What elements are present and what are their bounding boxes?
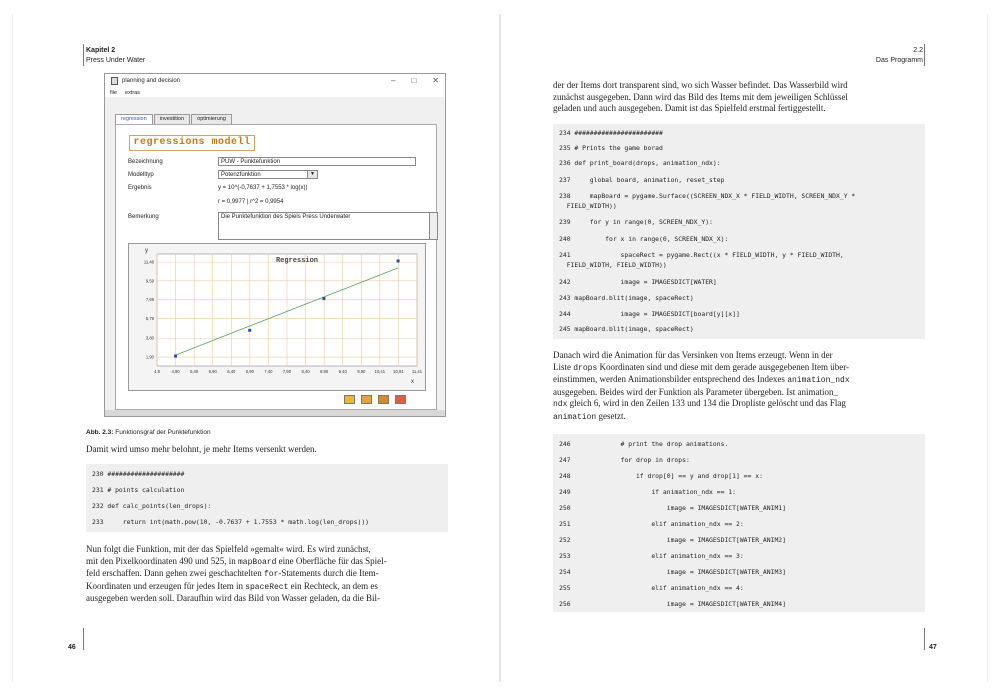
code-line: 233 return int(math.pow(10, -0.7637 + 1.7553 * math.log(len_drops))): [92, 518, 370, 526]
code-line: 247 for drop in drops:: [559, 456, 690, 464]
y-tick-label: 1,90: [145, 354, 154, 360]
code-line: 240 for x in range(0, SCREEN_NDX_X):: [559, 235, 729, 243]
data-point: [397, 259, 400, 262]
code-line: 236 def print_board(drops, animation_ndx):: [559, 159, 721, 167]
code-line: 254 image = IMAGESDICT[WATER_ANIM3]: [559, 568, 787, 576]
print-icon[interactable]: [361, 395, 372, 404]
bemerkung-scrollbar[interactable]: [429, 213, 437, 239]
ergebnis-label: Ergebnis: [128, 185, 152, 191]
ergebnis-stats: r = 0,9977 | r^2 = 0,9954: [218, 199, 284, 205]
text-line: Danach wird die Animation für das Versinken von Items erzeugt. Wenn in der: [553, 350, 833, 360]
footer-rule-left: [83, 628, 84, 650]
tab-regression[interactable]: regression: [115, 114, 153, 125]
x-axis-label: x: [411, 379, 414, 385]
status-strip: [105, 410, 445, 416]
export-icon[interactable]: [344, 395, 355, 404]
text-line: geladen und auch ausgegeben. Damit ist das Spielfeld erstmal fertiggestellt.: [553, 103, 826, 113]
running-header-right: [876, 46, 923, 66]
code-line: FIELD_WIDTH)): [559, 202, 617, 210]
data-point: [322, 297, 325, 300]
caption-label: Abb. 2.3:: [86, 429, 114, 436]
text-line: einstimmen, werden Animationsbilder entsprechend des Indexes animation_ndx: [553, 374, 850, 385]
data-point: [248, 329, 251, 332]
paragraph-reward: Damit wird umso mehr belohnt, je mehr Items versenkt werden.: [86, 444, 317, 454]
text-line: feld erschaffen. Dann gehen zwei geschachtelten for-Statements durch die Item-: [86, 568, 379, 579]
edit-icon[interactable]: [378, 395, 389, 404]
code-block-drop-animations: [553, 434, 925, 612]
modelltyp-value: Potenzfunktion: [221, 172, 261, 178]
page-number-left: 46: [68, 644, 76, 651]
code-line: 231 # points calculation: [92, 486, 185, 494]
code-line: 250 image = IMAGESDICT[WATER_ANIM1]: [559, 504, 787, 512]
x-tick-label: 10,41: [374, 369, 386, 374]
chevron-down-icon[interactable]: ▼: [307, 171, 317, 178]
y-tick-label: 11,48: [143, 259, 154, 265]
code-line: 245 mapBoard.blit(image, spaceRect): [559, 325, 694, 333]
x-tick-label: 6,90: [245, 369, 254, 374]
window-controls: [391, 76, 439, 85]
code-line: 249 if animation_ndx == 1:: [559, 488, 736, 496]
text-line: Liste drops Koordinaten sind und diese mit dem gerade ausgegebenen Item über-: [553, 361, 850, 373]
paragraph-items-transparent: [553, 80, 923, 115]
running-header-left: [86, 46, 145, 66]
tab-optimierung[interactable]: optimierung: [191, 114, 232, 125]
x-tick-label: 7,90: [282, 369, 292, 374]
bemerkung-value: Die Punktefunktion des Spiels Press Underwater: [221, 214, 351, 220]
y-tick-label: 5,79: [145, 316, 154, 322]
code-line: 242 image = IMAGESDICT[WATER]: [559, 278, 717, 286]
header-rule-left: [83, 44, 84, 66]
modelltyp-label: Modelltyp: [128, 172, 154, 178]
text-line: Nun folgt die Funktion, mit der das Spielfeld »gemalt« wird. Es wird zunächst,: [86, 544, 371, 554]
app-icon: [111, 77, 118, 85]
caption-text: Funktionsgraf der Punktefunktion: [115, 429, 211, 436]
back-icon[interactable]: [395, 395, 406, 404]
x-tick-label: 9,90: [357, 369, 366, 374]
code-line: 234 #######################: [559, 129, 663, 137]
code-line: 237 global board, animation, reset_step: [559, 176, 725, 184]
ergebnis-formula: y = 10^(-0,7637 + 1,7553 * log(x)): [218, 185, 308, 191]
x-tick-label: 10,91: [393, 369, 404, 374]
chapter-label: Kapitel 2: [86, 47, 116, 54]
bezeichnung-field[interactable]: PUW - Punktefunktion: [218, 157, 416, 166]
x-tick-label: 11,41: [411, 369, 423, 374]
text-line: ndx gleich 6, wird in den Zeilen 133 und 134 die Dropliste gelöscht und das Flag: [553, 398, 846, 409]
bezeichnung-label: Bezeichnung: [128, 159, 163, 165]
code-line: 248 if drop[0] == y and drop[1] == x:: [559, 472, 763, 480]
menu-file[interactable]: file: [110, 89, 118, 96]
figure-caption: [86, 429, 211, 436]
tab-investition[interactable]: investition: [154, 114, 190, 125]
text-line: zunächst ausgegeben. Dann wird das Bild des Items mit dem jeweiligen Schlüssel: [553, 91, 848, 102]
window-title: planning and decision: [122, 78, 181, 84]
code-line: 244 image = IMAGESDICT[board[y][x]]: [559, 310, 740, 318]
x-tick-label: 9,40: [338, 369, 347, 374]
window-titlebar: [105, 74, 445, 88]
text-line: animation gesetzt.: [553, 410, 626, 422]
footer-rule-right: [924, 628, 925, 650]
x-tick-label: 8,40: [301, 369, 310, 374]
right-page: [501, 0, 1000, 696]
y-axis-label: y: [145, 248, 148, 254]
menu-bar: [105, 88, 445, 97]
regression-chart: [128, 243, 426, 391]
code-line: 246 # print the drop animations.: [559, 440, 729, 448]
code-line: 256 image = IMAGESDICT[WATER_ANIM4]: [559, 600, 787, 608]
modelltyp-select[interactable]: [218, 170, 318, 179]
code-line: 241 spaceRect = pygame.Rect((x * FIELD_WIDTH, y * FIELD_WIDTH,: [559, 251, 844, 259]
code-line: 238 mapBoard = pygame.Surface((SCREEN_NDX_X * FIELD_WIDTH, SCREEN_NDX_Y *: [559, 192, 856, 200]
x-tick-label: 5,90: [208, 369, 217, 374]
text-line: Koordinaten und erzeugen für jedes Item in spaceRect ein Rechteck, an dem es: [86, 580, 378, 592]
section-number: 2.2: [913, 47, 923, 54]
text-line: ausgegeben. Beides wird der Funktion als Parameter übergeben. Ist animation_: [553, 386, 839, 397]
text-line: ausgegeben werden soll. Daraufhin wird das Bild von Wasser geladen, da die Bil-: [86, 593, 381, 603]
x-tick-label: 8,90: [320, 369, 329, 374]
code-line: 255 elif animation_ndx == 4:: [559, 584, 744, 592]
y-tick-label: 9,59: [145, 278, 154, 284]
paragraph-animation: [553, 350, 925, 423]
x-tick-label: 4,8: [154, 369, 160, 374]
code-line: 251 elif animation_ndx == 2:: [559, 520, 744, 528]
close-icon[interactable]: ✕: [432, 76, 439, 85]
app-screenshot-window: [104, 73, 446, 417]
code-line: FIELD_WIDTH, FIELD_WIDTH)): [559, 261, 667, 269]
data-point: [174, 355, 177, 358]
bemerkung-label: Bemerkung: [128, 214, 159, 220]
text-line: mit den Pixelkoordinaten 490 und 525, in mapBoard eine Oberfläche für das Spiel-: [86, 555, 387, 567]
code-line: 252 image = IMAGESDICT[WATER_ANIM2]: [559, 536, 787, 544]
chapter-title: Press Under Water: [86, 57, 146, 64]
page-number-right: 47: [929, 644, 937, 651]
code-line: 243 mapBoard.blit(image, spaceRect): [559, 294, 694, 302]
left-page: [0, 0, 499, 696]
code-block-calc-points: [86, 464, 448, 532]
code-line: 235 # Prints the game borad: [559, 144, 663, 152]
code-line: 230 ####################: [92, 470, 185, 478]
chart-toolbar: [344, 395, 406, 404]
code-line: 239 for y in range(0, SCREEN_NDX_Y):: [559, 218, 713, 226]
chart-svg: [129, 244, 425, 390]
model-title: regressions modell: [129, 135, 255, 151]
x-tick-label: 6,40: [227, 369, 236, 374]
x-tick-label: 7,40: [264, 369, 273, 374]
chart-title: Regression: [275, 257, 319, 265]
code-line: 253 elif animation_ndx == 3:: [559, 552, 744, 560]
menu-extras[interactable]: extras: [125, 89, 141, 96]
x-tick-label: 4,90: [171, 369, 180, 374]
code-line: 232 def calc_points(len_drops):: [92, 502, 212, 510]
text-line: der der Items dort transparent sind, wo sich Wasser befindet. Das Wasserbild wird: [553, 80, 848, 90]
bemerkung-textarea[interactable]: [218, 212, 438, 240]
y-tick-label: 3,80: [145, 335, 154, 341]
paragraph-board-function: [86, 544, 448, 605]
maximize-icon[interactable]: □: [411, 76, 417, 85]
minimize-icon[interactable]: –: [391, 76, 396, 85]
regression-panel: [115, 124, 437, 410]
code-block-print-board: [553, 124, 925, 339]
section-title: Das Programm: [875, 57, 923, 64]
x-tick-label: 5,40: [190, 369, 199, 374]
header-rule-right: [924, 44, 925, 66]
y-tick-label: 7,69: [145, 297, 154, 303]
